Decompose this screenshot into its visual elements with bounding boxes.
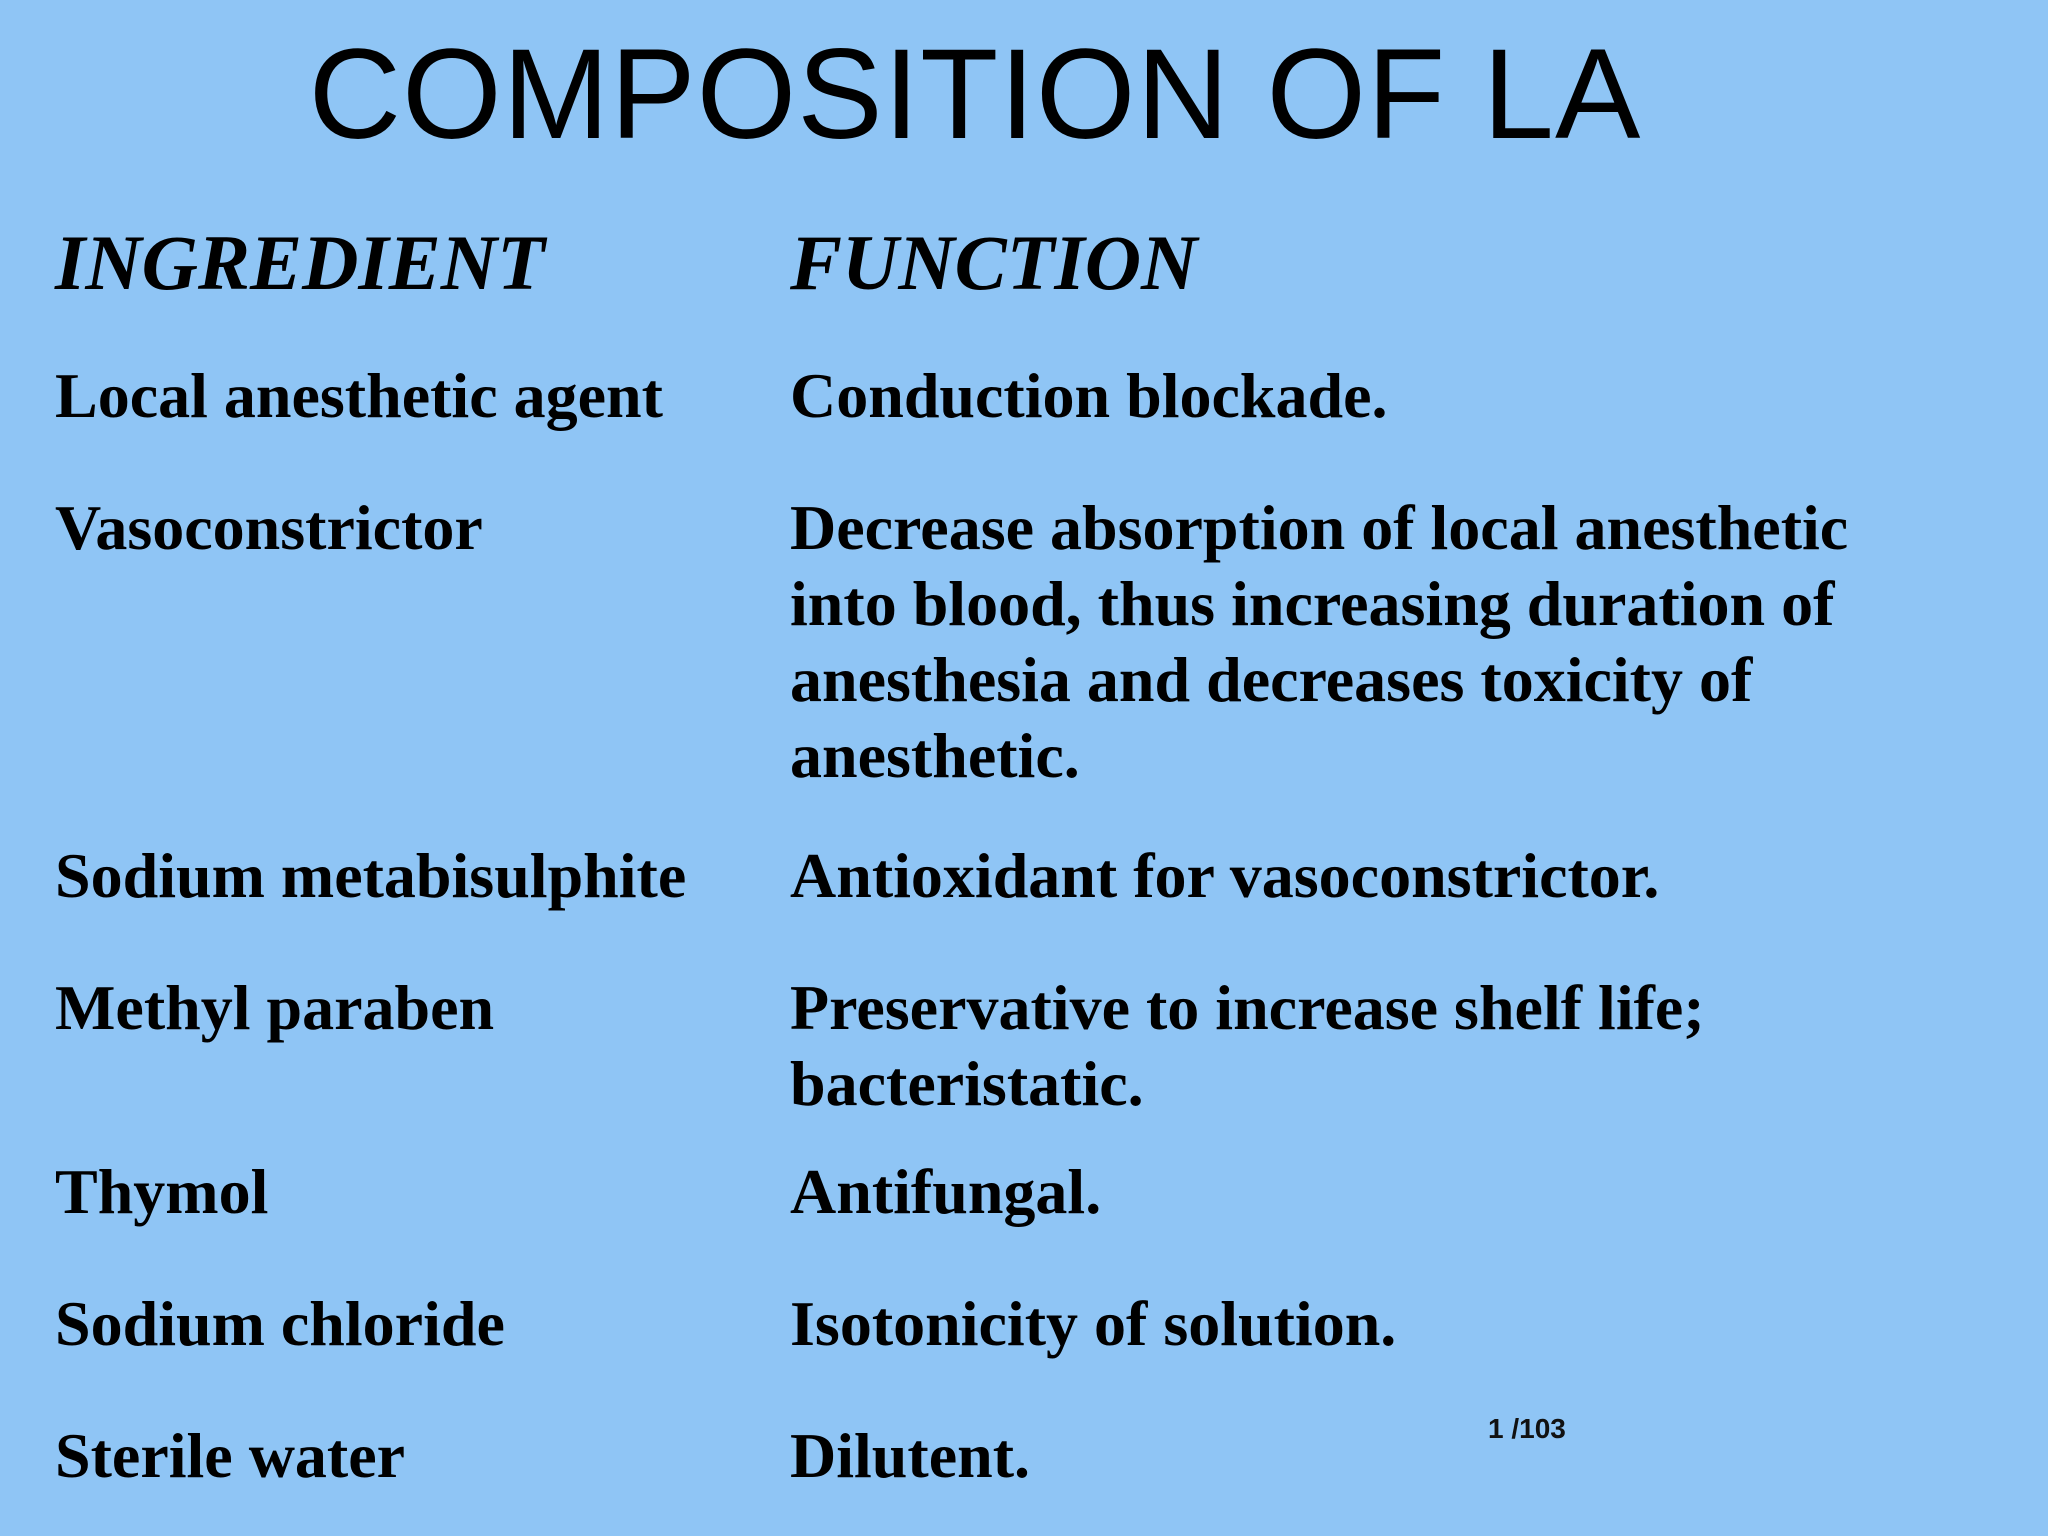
function-cell: Conduction blockade. bbox=[790, 360, 1388, 431]
function-cell: Dilutent. bbox=[790, 1420, 1030, 1491]
ingredient-cell: Vasoconstrictor bbox=[55, 492, 483, 563]
ingredient-column-header: INGREDIENT bbox=[55, 219, 545, 306]
ingredient-cell: Sodium chloride bbox=[55, 1288, 505, 1359]
ingredient-cell: Sodium metabisulphite bbox=[55, 840, 687, 911]
ingredient-cell: Thymol bbox=[55, 1156, 269, 1227]
slide-title: COMPOSITION OF LA bbox=[308, 23, 1642, 166]
function-cell: Antifungal. bbox=[790, 1156, 1102, 1227]
function-cell: Decrease absorption of local anesthetic into blood, thus increasing duration of anesthesia and decreases toxicity of anesthetic. bbox=[790, 492, 1849, 791]
ingredient-cell: Local anesthetic agent bbox=[55, 360, 663, 431]
function-column-header: FUNCTION bbox=[790, 219, 1198, 306]
function-cell: Antioxidant for vasoconstrictor. bbox=[790, 840, 1660, 911]
page-indicator: 1 /103 bbox=[1488, 1413, 1566, 1444]
function-cell: Isotonicity of solution. bbox=[790, 1288, 1397, 1359]
function-cell: Preservative to increase shelf life; bacteristatic. bbox=[790, 972, 1705, 1119]
ingredient-cell: Methyl paraben bbox=[55, 972, 495, 1043]
ingredient-cell: Sterile water bbox=[55, 1420, 406, 1491]
